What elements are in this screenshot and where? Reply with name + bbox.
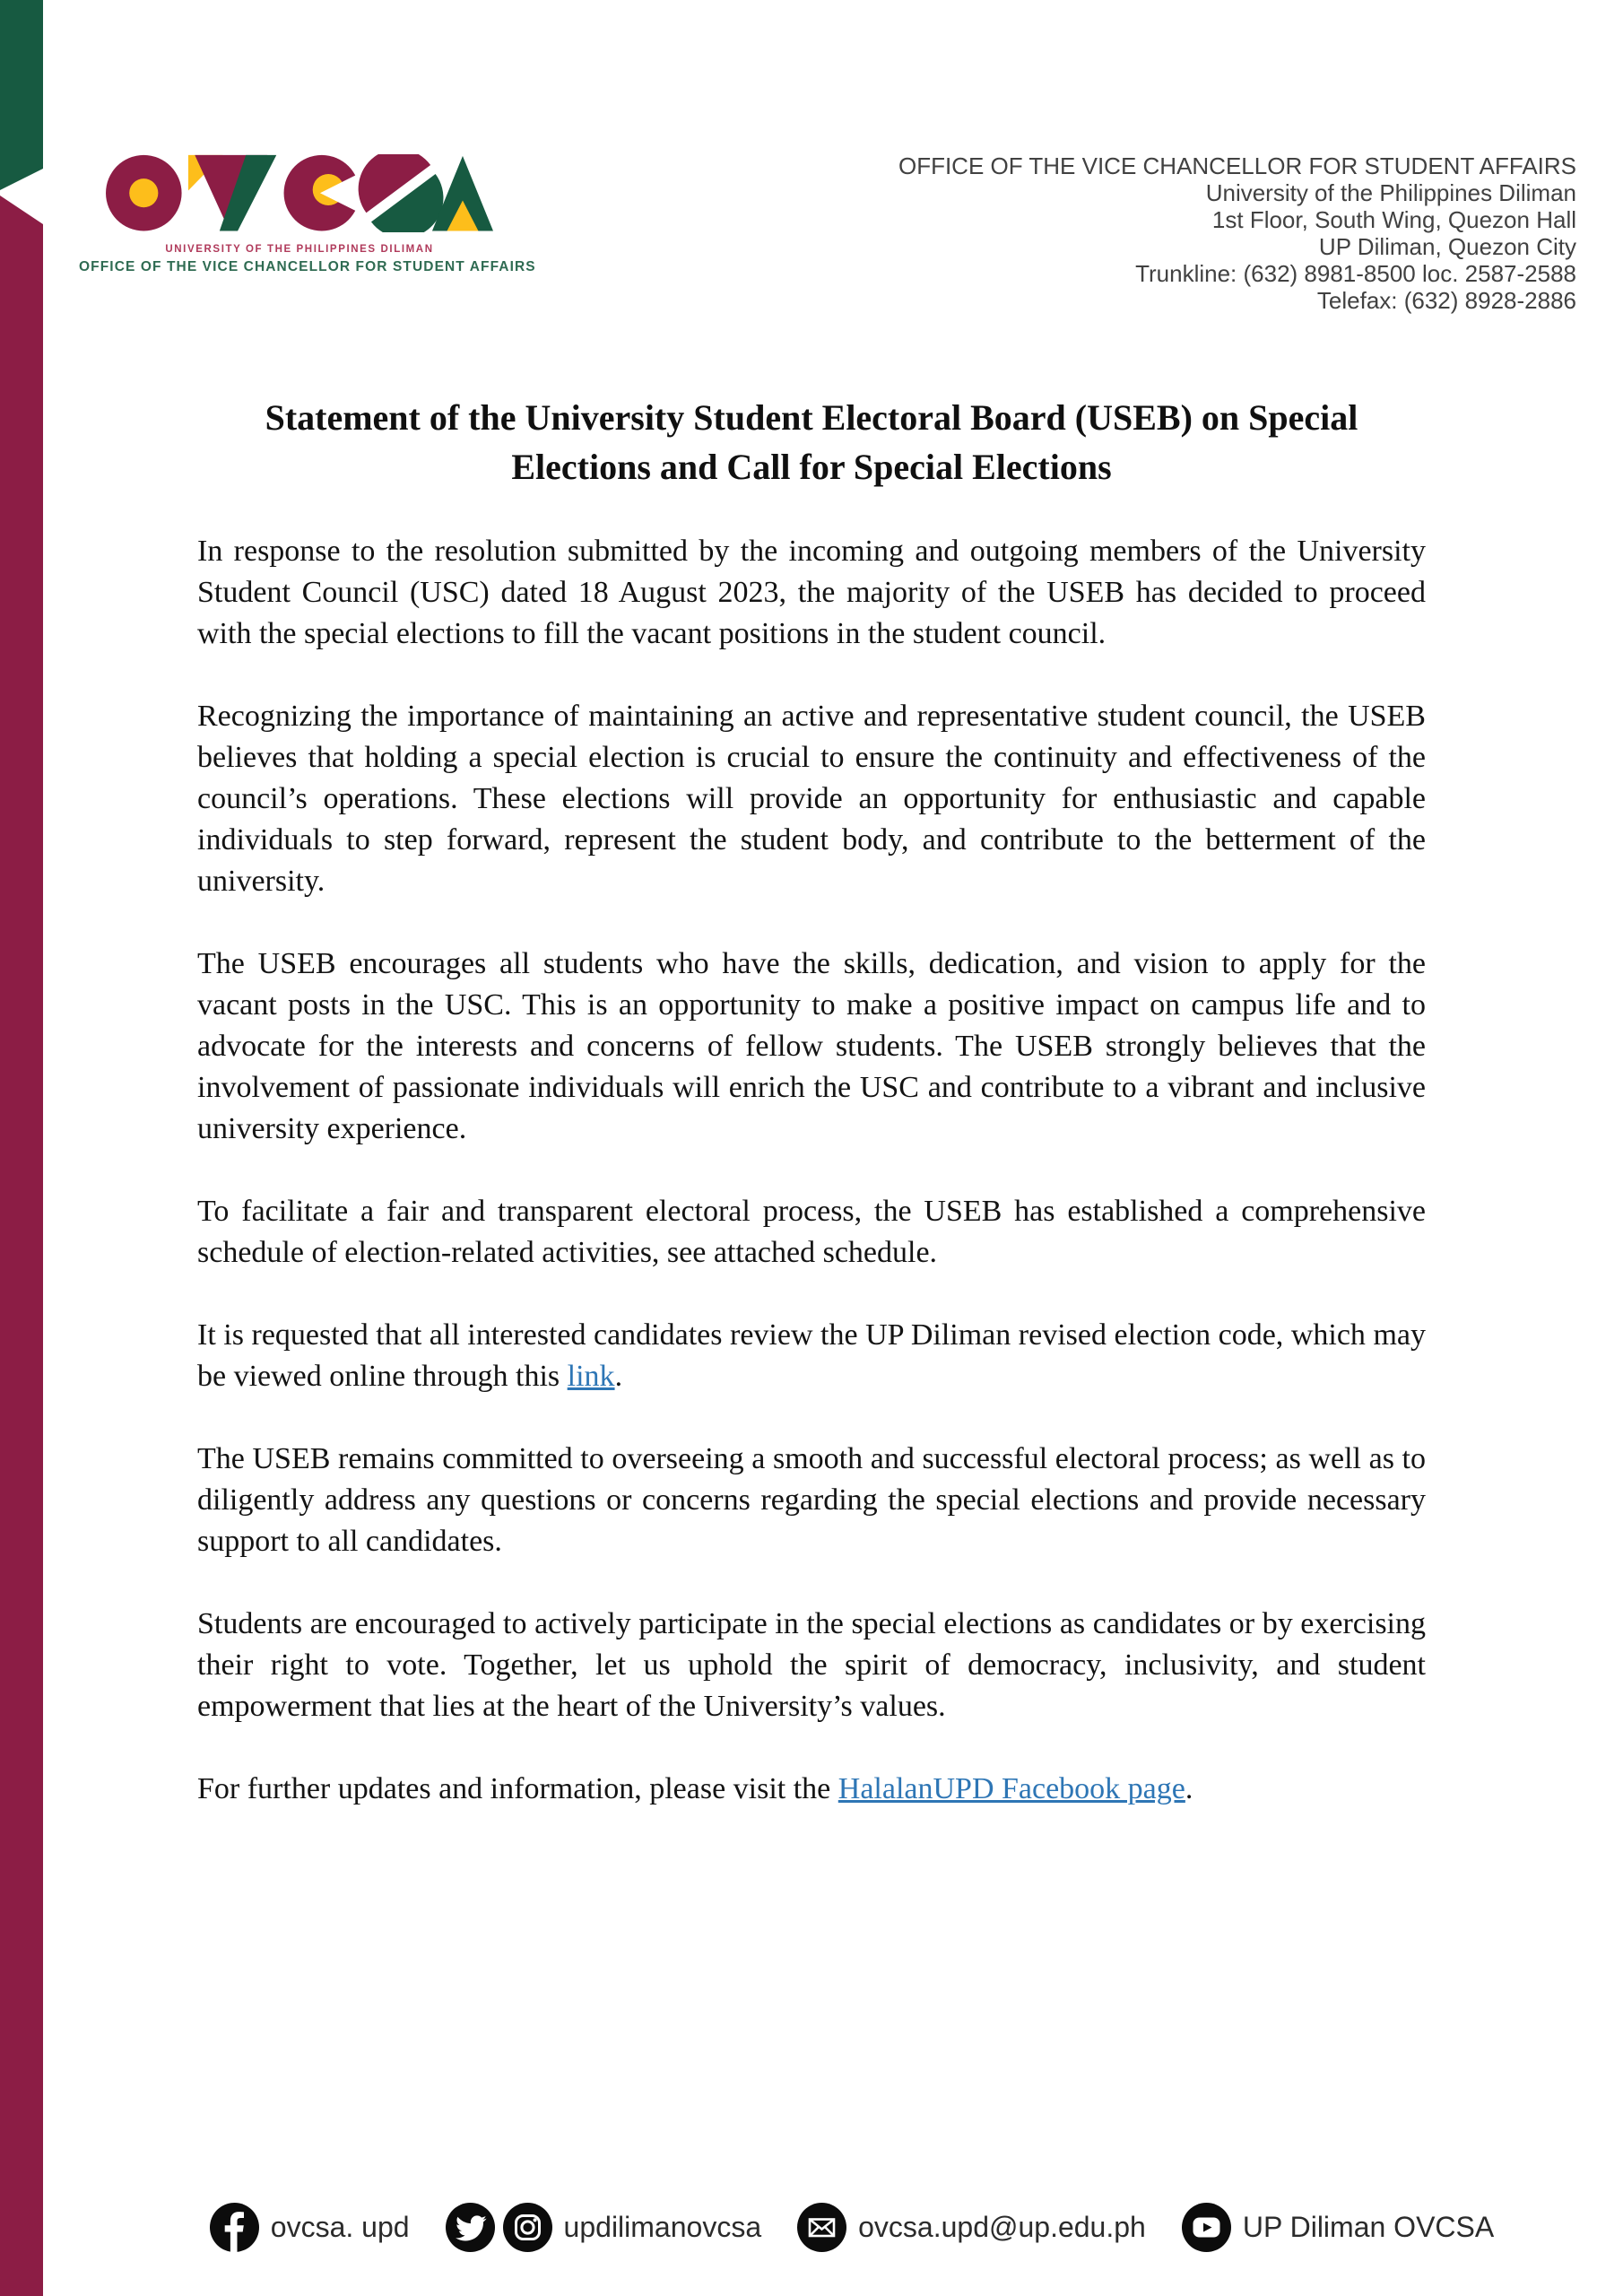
footer-twitter-instagram-label: updilimanovcsa xyxy=(563,2211,762,2243)
paragraph xyxy=(197,1604,1426,1727)
contact-line: OFFICE OF THE VICE CHANCELLOR FOR STUDENT AFFAIRS xyxy=(898,152,1576,179)
paragraph-text: The USEB remains committed to overseeing a smooth and successful electoral process; as well as to diligently address any questions or concerns regarding the special elections and provide necessary support to all candidates. xyxy=(197,1442,1426,1558)
ovcsa-logo xyxy=(79,154,536,274)
contact-line: UP Diliman, Quezon City xyxy=(1318,233,1576,260)
footer-youtube-group xyxy=(1182,2203,1494,2252)
footer-email-group xyxy=(797,2203,1146,2252)
footer-email-label: ovcsa.upd@up.edu.ph xyxy=(858,2211,1146,2243)
paragraph xyxy=(197,1439,1426,1562)
footer-facebook-group xyxy=(210,2203,410,2252)
twitter-icon xyxy=(446,2203,495,2252)
header-contact-block xyxy=(898,152,1576,314)
paragraph-text: To facilitate a fair and transparent electoral process, the USEB has established a comprehensive schedule of election-related activities, see attached schedule. xyxy=(197,1195,1426,1269)
facebook-icon xyxy=(210,2203,259,2252)
instagram-icon xyxy=(503,2203,552,2252)
paragraph xyxy=(197,944,1426,1150)
paragraph-text: For further updates and information, please visit the xyxy=(197,1772,838,1805)
document-title: Statement of the University Student Electoral Board (USEB) on Special Elections and Call for Special Elections xyxy=(265,397,1358,487)
paragraph-text: . xyxy=(614,1360,623,1393)
paragraph-text: Recognizing the importance of maintaining an active and representative student council, the USEB believes that holding a special election is crucial to ensure the continuity and effectiveness of the council’s operations. These elections will provide an opportunity for enthusiastic and capable individuals to step forward, represent the student body, and contribute to the betterment of the university. xyxy=(197,700,1426,898)
paragraph-text: It is requested that all interested candidates review the UP Diliman revised election code, which may be viewed online through this xyxy=(197,1318,1426,1393)
paragraph xyxy=(197,531,1426,655)
footer-facebook-label: ovcsa. upd xyxy=(270,2211,410,2243)
email-icon xyxy=(797,2203,846,2252)
ribbon-green-segment xyxy=(0,0,43,190)
paragraph xyxy=(197,1769,1426,1810)
paragraph xyxy=(197,696,1426,902)
paragraph-text: Students are encouraged to actively participate in the special elections as candidates or by exercising their right to vote. Together, let us uphold the spirit of democracy, inclusivity, and student empowerment that lies at the heart of the University’s values. xyxy=(197,1607,1426,1723)
contact-line: 1st Floor, South Wing, Quezon Hall xyxy=(1211,206,1576,233)
inline-hyperlink[interactable]: HalalanUPD Facebook page xyxy=(838,1772,1185,1805)
document-body-column xyxy=(197,393,1426,1851)
footer-youtube-label: UP Diliman OVCSA xyxy=(1242,2211,1495,2243)
logo-university-line: UNIVERSITY OF THE PHILIPPINES DILIMAN xyxy=(165,244,434,255)
inline-hyperlink[interactable]: link xyxy=(567,1360,615,1393)
paragraph-text: . xyxy=(1185,1772,1193,1805)
paragraph xyxy=(197,1315,1426,1397)
paragraph-text: The USEB encourages all students who have the skills, dedication, and vision to apply for the vacant posts in the USC. This is an opportunity to make a positive impact on campus life and to advocate for the interests and concerns of fellow students. The USEB strongly believes that the involvement of passionate individuals will enrich the USC and contribute to a vibrant and inclusive university experience. xyxy=(197,947,1426,1145)
side-ribbon xyxy=(0,0,43,2296)
paragraph-text: In response to the resolution submitted by the incoming and outgoing members of the University Student Council (USC) dated 18 August 2023, the majority of the USEB has decided to proceed with the special elections to fill the vacant positions in the student council. xyxy=(197,535,1426,650)
ovcsa-logo-icon xyxy=(106,154,493,232)
paragraph xyxy=(197,1191,1426,1274)
social-footer xyxy=(43,2203,1619,2252)
contact-line: Trunkline: (632) 8981-8500 loc. 2587-2588 xyxy=(1135,260,1576,287)
ribbon-maroon-segment xyxy=(0,196,43,2296)
document-body xyxy=(197,531,1426,1810)
contact-line: Telefax: (632) 8928-2886 xyxy=(1316,287,1576,314)
youtube-icon xyxy=(1182,2203,1231,2252)
contact-line: University of the Philippines Diliman xyxy=(1205,179,1576,206)
footer-twitter-instagram-group xyxy=(446,2203,762,2252)
logo-office-line: OFFICE OF THE VICE CHANCELLOR FOR STUDENT AFFAIRS xyxy=(79,259,536,274)
